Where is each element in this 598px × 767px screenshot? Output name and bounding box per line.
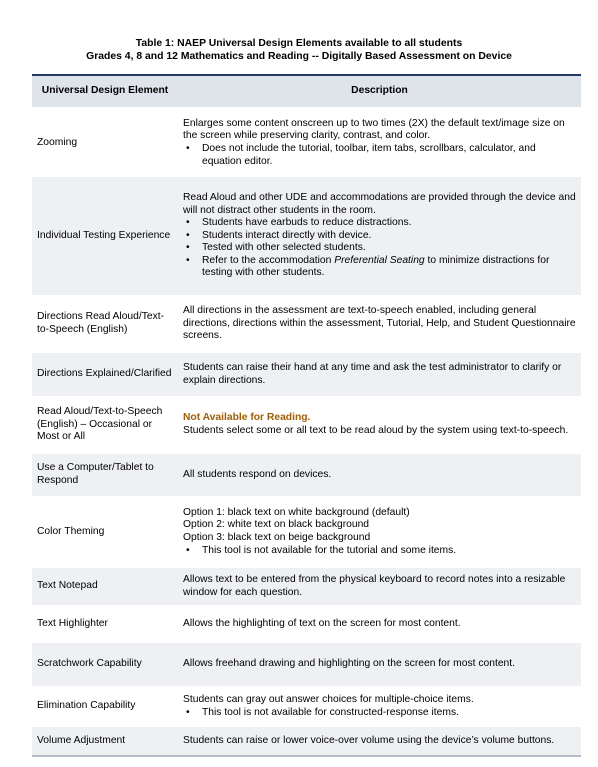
table-row (32, 454, 581, 496)
element-cell: Volume Adjustment (32, 727, 178, 756)
description-text: Enlarges some content onscreen up to two times (2X) the default text/image size on the screen while preserving clarity, contrast, and color. (183, 117, 565, 142)
option-line: Option 1: black text on white background (default) (183, 506, 410, 518)
element-cell: Individual Testing Experience (32, 177, 178, 295)
element-cell: Read Aloud/Text-to-Speech (English) – Occasional or Most or All (37, 406, 163, 443)
table-row (32, 643, 581, 686)
caption-subtitle: Grades 4, 8 and 12 Mathematics and Reading -- Digitally Based Assessment on Device (86, 50, 512, 62)
bullet-list (183, 217, 576, 280)
description-cell (178, 108, 581, 177)
element-cell: Use a Computer/Tablet to Respond (32, 454, 178, 496)
bullet-item: • Students interact directly with device. (183, 230, 576, 243)
table-row (32, 605, 581, 643)
element-cell: Text Highlighter (37, 617, 108, 629)
table-row (32, 295, 581, 353)
description-cell (178, 686, 581, 727)
table-row (32, 686, 581, 727)
option-line: Option 3: black text on beige background (183, 532, 371, 543)
bullet-item: • This tool is not available for the tutorial and some items. (183, 545, 576, 558)
table-caption (0, 38, 598, 63)
element-cell: Directions Read Aloud/Text-to-Speech (English) (37, 311, 165, 335)
bullet-item (183, 255, 576, 280)
element-cell: Scratchwork Capability (32, 643, 178, 686)
element-cell: Elimination Capability (37, 700, 136, 712)
header-description: Description (178, 75, 581, 108)
table-row (32, 177, 581, 295)
description-cell: Allows freehand drawing and highlighting on the screen for most content. (178, 643, 581, 686)
description-cell: Allows text to be entered from the physical keyboard to record notes into a resizable window for each question. (178, 568, 581, 605)
description-cell: Students can raise their hand at any time and ask the test administrator to clarify or explain directions. (178, 353, 581, 396)
option-line: Option 2: white text on black background (183, 519, 370, 531)
description-cell: Allows the highlighting of text on the screen for most content. (183, 617, 461, 629)
description-cell: Students can raise or lower voice-over volume using the device’s volume buttons. (178, 727, 581, 756)
table-row (32, 108, 581, 177)
element-cell: Text Notepad (32, 568, 178, 605)
bullet-item: • Students have earbuds to reduce distractions. (183, 217, 576, 230)
description-cell: All directions in the assessment are text-to-speech enabled, including general directions, directions within the assessment, Tutorial, Help, and Student Questionnaire screens. (183, 305, 576, 342)
element-cell: Color Theming (37, 525, 105, 537)
ude-table (32, 74, 581, 757)
table-row (32, 353, 581, 396)
bullet-item: • This tool is not available for constructed-response items. (183, 707, 576, 720)
table-row (32, 496, 581, 568)
bullet-list (183, 143, 576, 168)
accommodation-name: Preferential Seating (334, 254, 425, 266)
caption-title: Table 1: NAEP Universal Design Elements available to all students (135, 38, 463, 49)
bullet-item: • Does not include the tutorial, toolbar, item tabs, scrollbars, calculator, and equation editor. (183, 143, 576, 168)
description-text: Read Aloud and other UDE and accommodations are provided through the device and will not distract other students in the room. (183, 191, 576, 216)
description-text: Students can gray out answer choices for multiple-choice items. (183, 693, 474, 705)
bullet-text: to minimize distractions for testing with other students. (202, 254, 550, 279)
not-available-warning: Not Available for Reading. (183, 412, 311, 424)
table-row (32, 727, 581, 756)
element-cell: Directions Explained/Clarified (32, 353, 178, 396)
description-cell (178, 177, 581, 295)
bullet-list (183, 707, 576, 720)
description-cell: All students respond on devices. (178, 454, 581, 496)
bullet-text: Refer to the accommodation (202, 254, 335, 266)
description-cell (178, 496, 581, 568)
header-element: Universal Design Element (32, 75, 178, 108)
table-header-row (32, 75, 581, 108)
table-row (32, 568, 581, 605)
bullet-list (183, 545, 576, 558)
description-cell (178, 396, 581, 454)
element-cell: Zooming (37, 136, 78, 148)
table-row (32, 396, 581, 454)
description-text: Students select some or all text to be read aloud by the system using text-to-speech. (183, 425, 569, 436)
bullet-item: • Tested with other selected students. (183, 242, 576, 255)
